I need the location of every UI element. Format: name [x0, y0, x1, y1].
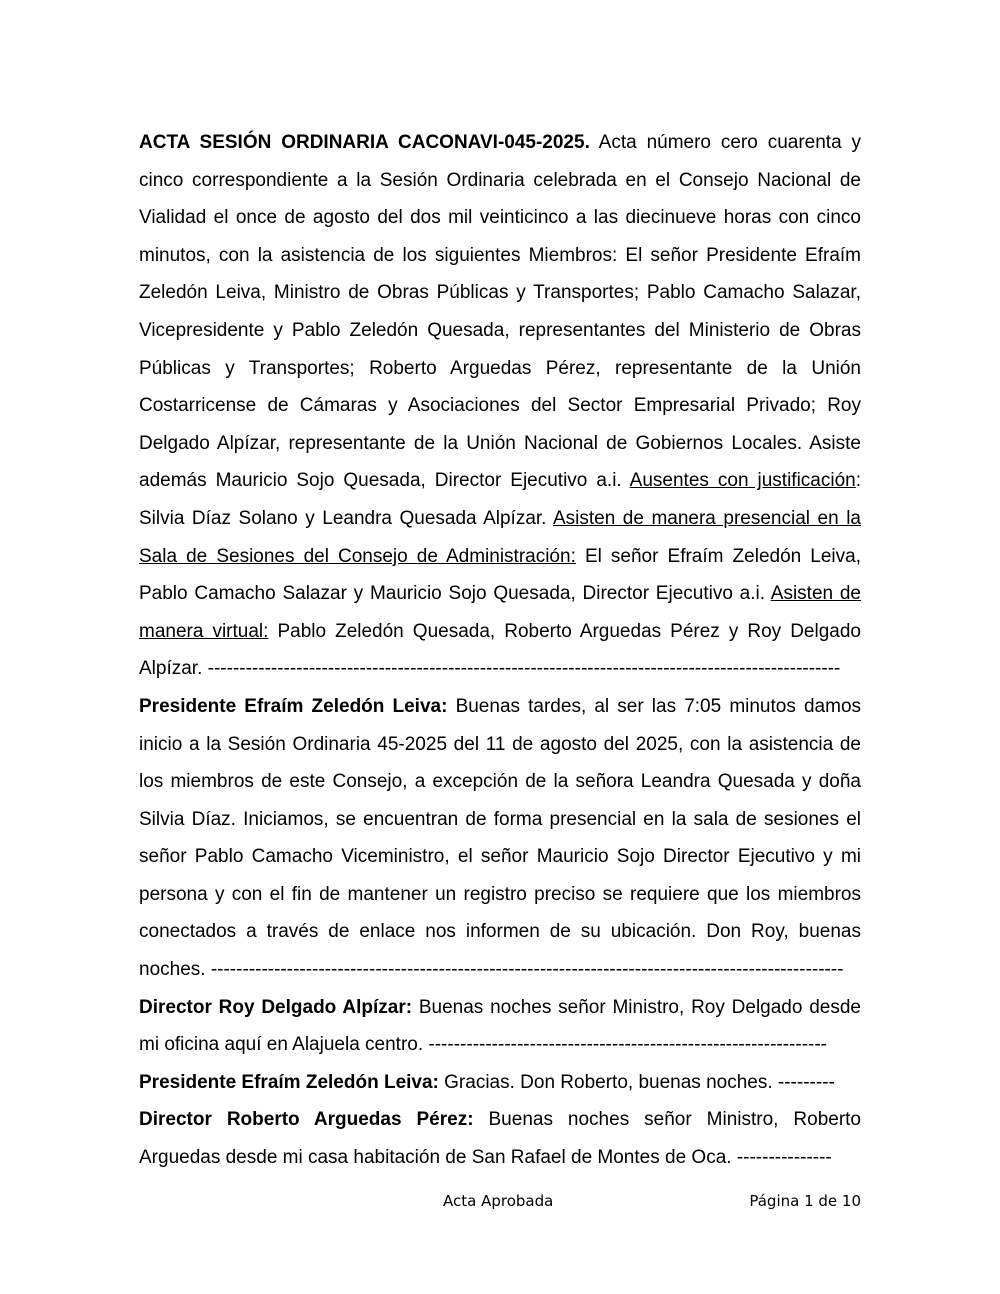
intervention-paragraph: [139, 688, 861, 989]
virtual-heading: Asisten de manera virtual:: [139, 583, 861, 642]
speaker-name: Director Roy Delgado Alpízar:: [139, 996, 413, 1018]
intervention-paragraph: [139, 989, 861, 1064]
absent-text: : Silvia Díaz Solano y Leandra Quesada Alpízar.: [139, 470, 862, 529]
virtual-text: Pablo Zeledón Quesada, Roberto Arguedas Pérez y Roy Delgado Alpízar. ----------------------------------------------------------------------------------------------------: [139, 620, 861, 680]
in-person-text: El señor Efraím Zeledón Leiva, Pablo Camacho Salazar y Mauricio Sojo Quesada, Director Ejecutivo a.i.: [139, 545, 862, 605]
speaker-text: Buenas noches señor Ministro, Roy Delgado desde mi oficina aquí en Alajuela centro. ---------------------------------------------------------------: [139, 996, 861, 1056]
speaker-name: Director Roberto Arguedas Pérez:: [139, 1109, 474, 1131]
in-person-heading: Asisten de manera presencial en la Sala de Sesiones del Consejo de Administración:: [139, 507, 861, 567]
speaker-text: Buenas tardes, al ser las 7:05 minutos damos inicio a la Sesión Ordinaria 45-2025 del 11 de agosto del 2025, con la asistencia de los miembros de este Consejo, a excepción de la señora Leandra Quesada y doña Silvia Díaz. Iniciamos, se encuentran de forma presencial en la sala de sesiones el señor Pablo Camacho Viceministro, el señor Mauricio Sojo Director Ejecutivo y mi persona y con el fin de mantener un registro preciso se requiere que los miembros conectados a través de enlace nos informen de su ubicación. Don Roy, buenas noches. ----------------------------------------------------------------------------------------------------: [139, 695, 862, 981]
opening-paragraph: [139, 124, 861, 688]
speaker-text: Buenas noches señor Ministro, Roberto Arguedas desde mi casa habitación de San Rafael de Montes de Oca. ---------------: [139, 1109, 861, 1169]
attendance-text: Acta número cero cuarenta y cinco correspondiente a la Sesión Ordinaria celebrada en el Consejo Nacional de Vialidad el once de agosto del dos mil veinticinco a las diecinueve horas con cinco minutos, con la asistencia de los siguientes Miembros: El señor Presidente Efraím Zeledón Leiva, Ministro de Obras Públicas y Transportes; Pablo Camacho Salazar, Vicepresidente y Pablo Zeledón Quesada, representantes del Ministerio de Obras Públicas y Transportes; Roberto Arguedas Pérez, representante de la Unión Costarricense de Cámaras y Asociaciones del Sector Empresarial Privado; Roy Delgado Alpízar, representante de la Unión Nacional de Gobiernos Locales. Asiste además Mauricio Sojo Quesada, Director Ejecutivo a.i.: [139, 132, 862, 492]
speaker-name: Presidente Efraím Zeledón Leiva:: [139, 1071, 439, 1093]
speaker-name: Presidente Efraím Zeledón Leiva:: [139, 695, 448, 717]
minutes-body: [139, 124, 861, 1177]
speaker-text: Gracias. Don Roberto, buenas noches. ---------: [438, 1071, 835, 1093]
page-number: Página 1 de 10: [749, 1192, 861, 1210]
absent-heading: Ausentes con justificación: [629, 470, 856, 492]
intervention-paragraph: [139, 1064, 861, 1102]
intervention-paragraph: [139, 1101, 861, 1176]
footer-status: Acta Aprobada: [443, 1192, 554, 1210]
minutes-title: ACTA SESIÓN ORDINARIA CACONAVI-045-2025.: [139, 132, 590, 153]
